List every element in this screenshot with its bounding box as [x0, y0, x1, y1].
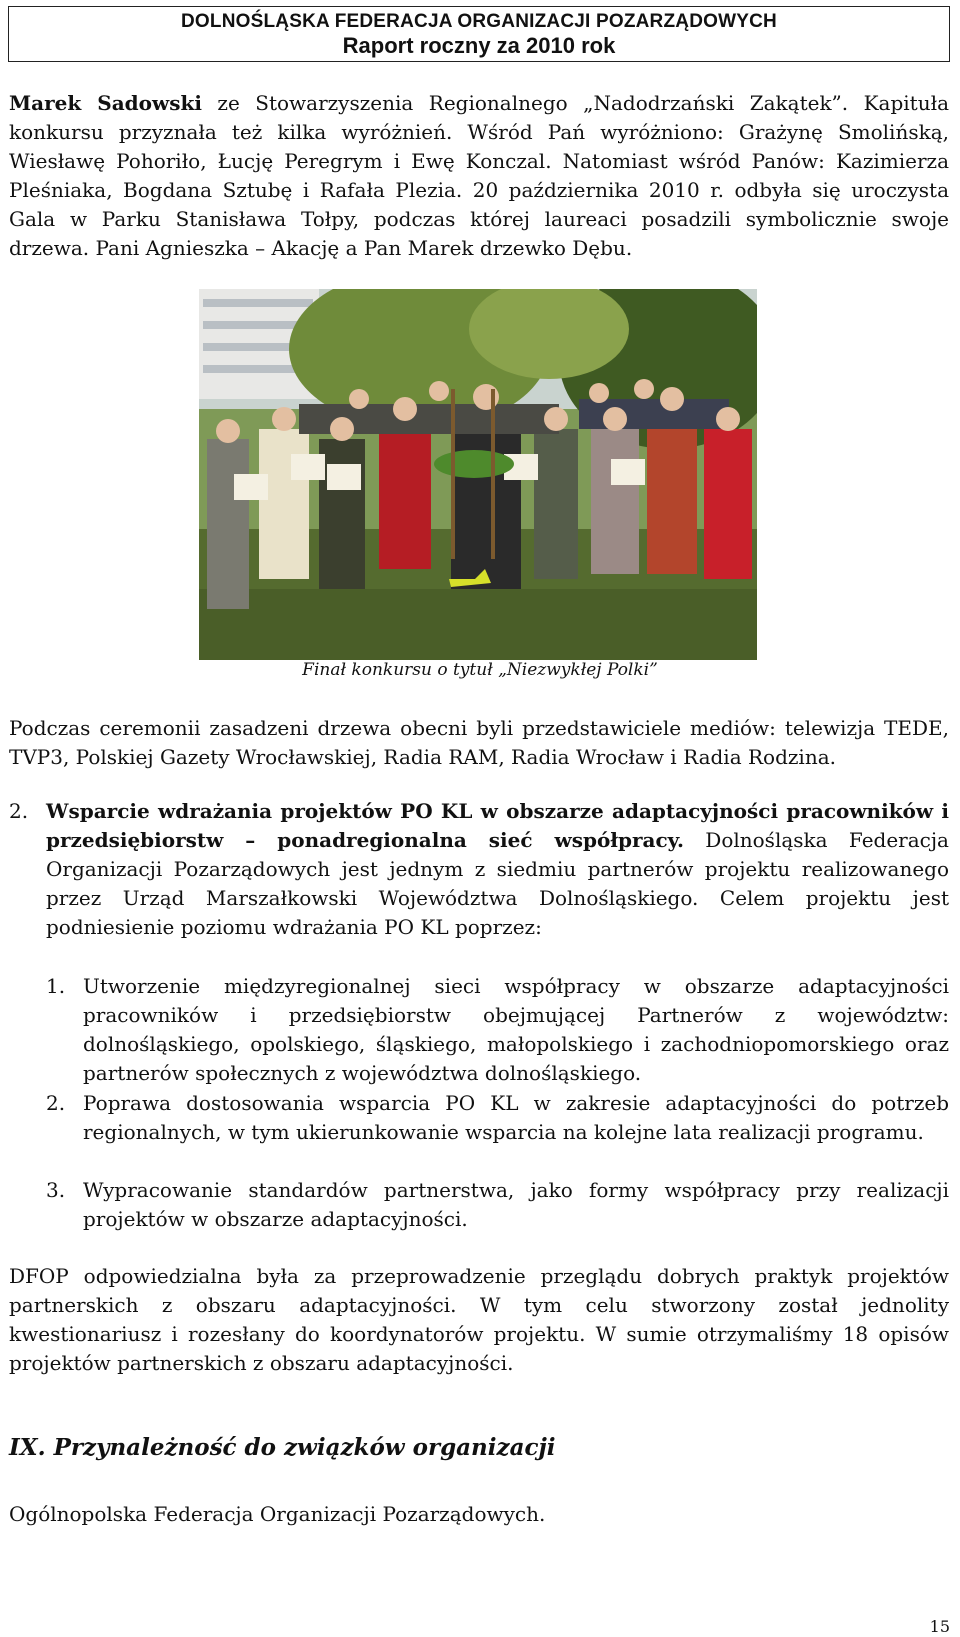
- item2-paragraph: [46, 797, 949, 942]
- intro-text: ze Stowarzyszenia Regionalnego „Nadodrzański Zakątek”. Kapituła konkursu przyznała też kilka wyróżnień. Wśród Pań wyróżniono: Grażynę Smolińską, Wiesławę Pohoriło, Łucję Peregrym i Ewę Konczal. Natomiast wśród Panów: Kazimierza Pleśniaka, Bogdana Sztubę i Rafała Plezia. 20 października 2010 r. odbyła się uroczysta Gala w Parku Stanisława Tołpy, podczas której laureaci posadzili symbolicznie swoje drzewa. Pani Agnieszka – Akację a Pan Marek drzewko Dębu.: [9, 91, 949, 260]
- ceremony-photo-illustration: [199, 289, 757, 660]
- page-number: 15: [929, 1617, 950, 1636]
- sublist-item-2-number: 2.: [46, 1091, 66, 1115]
- ceremony-photo: [199, 289, 757, 660]
- sublist-item-2-text: Poprawa dostosowania wsparcia PO KL w zakresie adaptacyjności do potrzeb regionalnych, w tym ukierunkowanie wsparcia na kolejne lata realizacji programu.: [83, 1091, 949, 1144]
- intro-paragraph: [9, 89, 949, 263]
- document-header: [8, 6, 950, 62]
- header-organization: DOLNOŚLĄSKA FEDERACJA ORGANIZACJI POZARZĄDOWYCH: [181, 11, 777, 32]
- item2-number: 2.: [9, 799, 29, 823]
- header-report-title: Raport roczny za 2010 rok: [342, 33, 616, 58]
- sublist-item-3-number: 3.: [46, 1178, 66, 1202]
- media-paragraph: Podczas ceremonii zasadzeni drzewa obecni byli przedstawiciele mediów: telewizja TEDE, TVP3, Polskiej Gazety Wrocławskiej, Radia RAM, Radia Wrocław i Radia Rodzina.: [9, 716, 949, 769]
- membership-paragraph: Ogólnopolska Federacja Organizacji Pozarządowych.: [9, 1502, 546, 1526]
- item2-text: Dolnośląska Federacja Organizacji Pozarządowych jest jednym z siedmiu partnerów projektu realizowanego przez Urząd Marszałkowski Województwa Dolnośląskiego. Celem projektu jest podniesienie poziomu wdrażania PO KL poprzez:: [46, 828, 949, 939]
- section-title: IX. Przynależność do związków organizacji: [9, 1434, 556, 1461]
- sublist-item-1-number: 1.: [46, 974, 66, 998]
- dfop-paragraph: DFOP odpowiedzialna była za przeprowadzenie przeglądu dobrych praktyk projektów partnerskich z obszaru adaptacyjności. W tym celu stworzony został jednolity kwestionariusz i rozesłany do koordynatorów projektu. W sumie otrzymaliśmy 18 opisów projektów partnerskich z obszaru adaptacyjności.: [9, 1264, 949, 1375]
- item2-heading: Wsparcie wdrażania projektów PO KL w obszarze adaptacyjności pracowników i przedsiębiorstw – ponadregionalna sieć współpracy.: [46, 799, 949, 852]
- photo-caption: Finał konkursu o tytuł „Niezwykłej Polki”: [302, 660, 658, 680]
- intro-bold-name: Marek Sadowski: [9, 91, 202, 115]
- sublist-item-3-text: Wypracowanie standardów partnerstwa, jako formy współpracy przy realizacji projektów w obszarze adaptacyjności.: [83, 1178, 949, 1231]
- sublist-item-1-text: Utworzenie międzyregionalnej sieci współpracy w obszarze adaptacyjności pracowników i przedsiębiorstw obejmującej Partnerów z województw: dolnośląskiego, opolskiego, śląskiego, małopolskiego i zachodniopomorskiego oraz partnerów społecznych z województwa dolnośląskiego.: [83, 974, 949, 1085]
